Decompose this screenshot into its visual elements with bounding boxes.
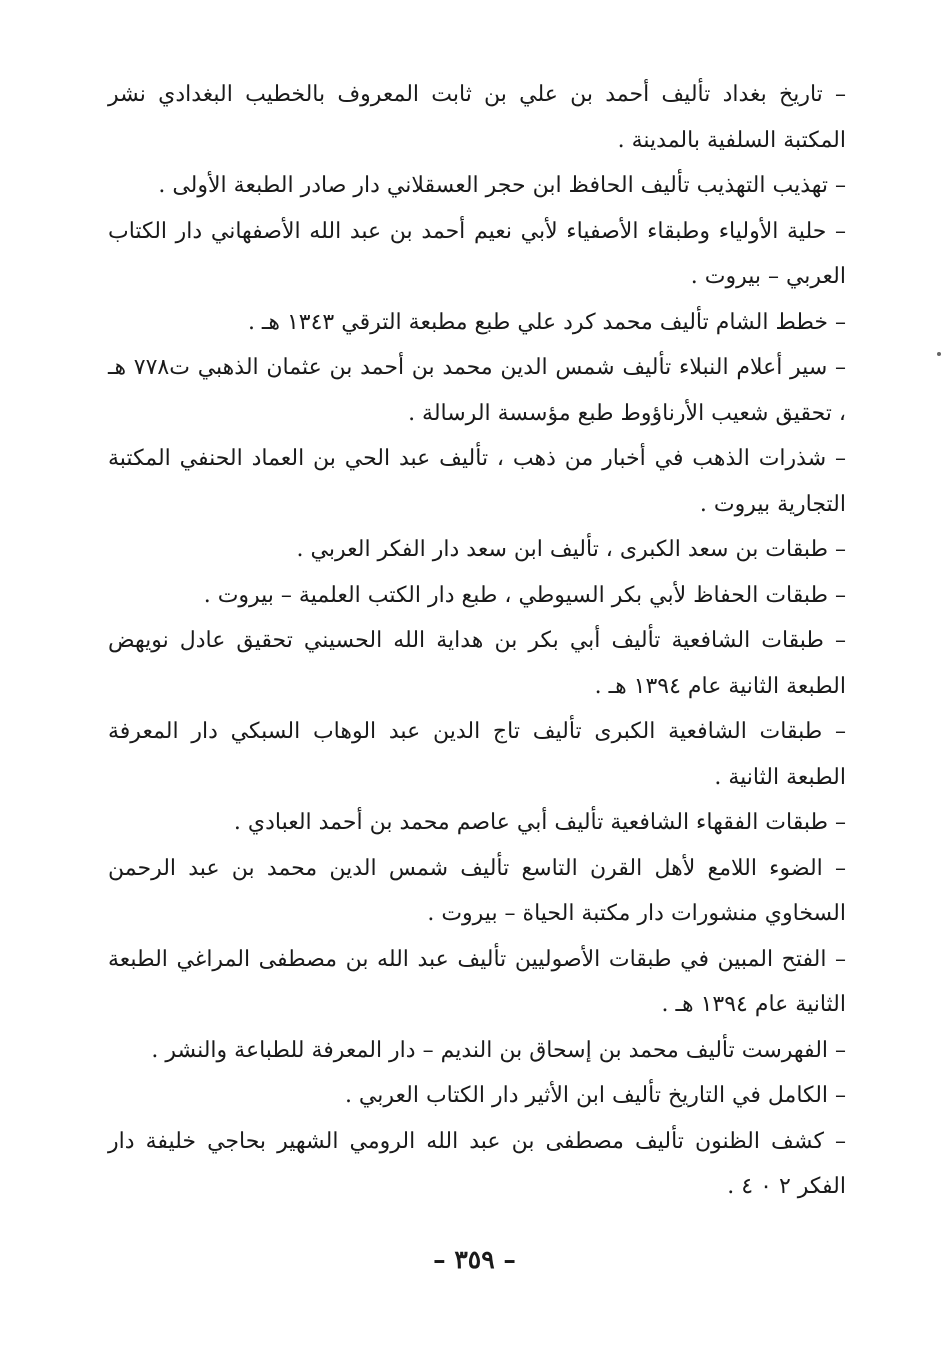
bibliography-entry: – طبقات الحفاظ لأبي بكر السيوطي ، طبع دار الكتب العلمية – بيروت . xyxy=(203,582,846,608)
bibliography-entry: – طبقات الفقهاء الشافعية تأليف أبي عاصم محمد بن أحمد العبادي . xyxy=(233,810,846,835)
bibliography-entry: – شذرات الذهب في أخبار من ذهب ، تأليف عبد الحي بن العماد الحنفي المكتبة التجارية بيروت . xyxy=(108,446,846,517)
bibliography-entry: – كشف الظنون تأليف مصطفى بن عبد الله الرومي الشهير بحاجي خليفة دار الفكر ٢ ٠ ٤ . xyxy=(108,1128,846,1199)
bibliography-entry: – تهذيب التهذيب تأليف الحافظ ابن حجر العسقلاني دار صادر الطبعة الأولى . xyxy=(158,173,846,198)
bibliography-entry: – الضوء اللامع لأهل القرن التاسع تأليف شمس الدين محمد بن عبد الرحمن السخاوي منشورات دار مكتبة الحياة – بيروت . xyxy=(108,855,846,926)
page-number: – ٣٥٩ – xyxy=(433,1245,516,1274)
bibliography-entry: – الكامل في التاريخ تأليف ابن الأثير دار الكتاب العربي . xyxy=(344,1083,846,1108)
bibliography-entry: – تاريخ بغداد تأليف أحمد بن علي بن ثابت المعروف بالخطيب البغدادي نشر المكتبة السلفية بالمدينة . xyxy=(108,82,846,153)
bibliography-list xyxy=(108,72,846,1210)
scan-speck xyxy=(937,352,941,356)
bibliography-entry: – حلية الأولياء وطبقاء الأصفياء لأبي نعيم أحمد بن عبد الله الأصفهاني دار الكتاب العربي – بيروت . xyxy=(108,218,846,289)
bibliography-entry: – طبقات الشافعية تأليف أبي بكر بن هداية الله الحسيني تحقيق عادل نويهض الطبعة الثانية عام ١٣٩٤ هـ . xyxy=(108,628,846,699)
bibliography-entry: – الفتح المبين في طبقات الأصوليين تأليف عبد الله بن مصطفى المراغي الطبعة الثانية عام ١٣٩٤ هـ . xyxy=(108,946,846,1017)
bibliography-entry: – طبقات الشافعية الكبرى تأليف تاج الدين عبد الوهاب السبكي دار المعرفة الطبعة الثانية . xyxy=(108,719,846,790)
bibliography-entry: – طبقات بن سعد الكبرى ، تأليف ابن سعد دار الفكر العربي . xyxy=(296,537,846,562)
bibliography-entry: – الفهرست تأليف محمد بن إسحاق بن النديم – دار المعرفة للطباعة والنشر . xyxy=(151,1037,846,1063)
bibliography-entry: – سير أعلام النبلاء تأليف شمس الدين محمد بن أحمد بن عثمان الذهبي ت٧٧٨ هـ ، تحقيق شعيب الأرناؤوط طبع مؤسسة الرسالة . xyxy=(108,355,846,426)
bibliography-entry: – خطط الشام تأليف محمد كرد علي طبع مطبعة الترقي ١٣٤٣ هـ . xyxy=(247,309,846,335)
